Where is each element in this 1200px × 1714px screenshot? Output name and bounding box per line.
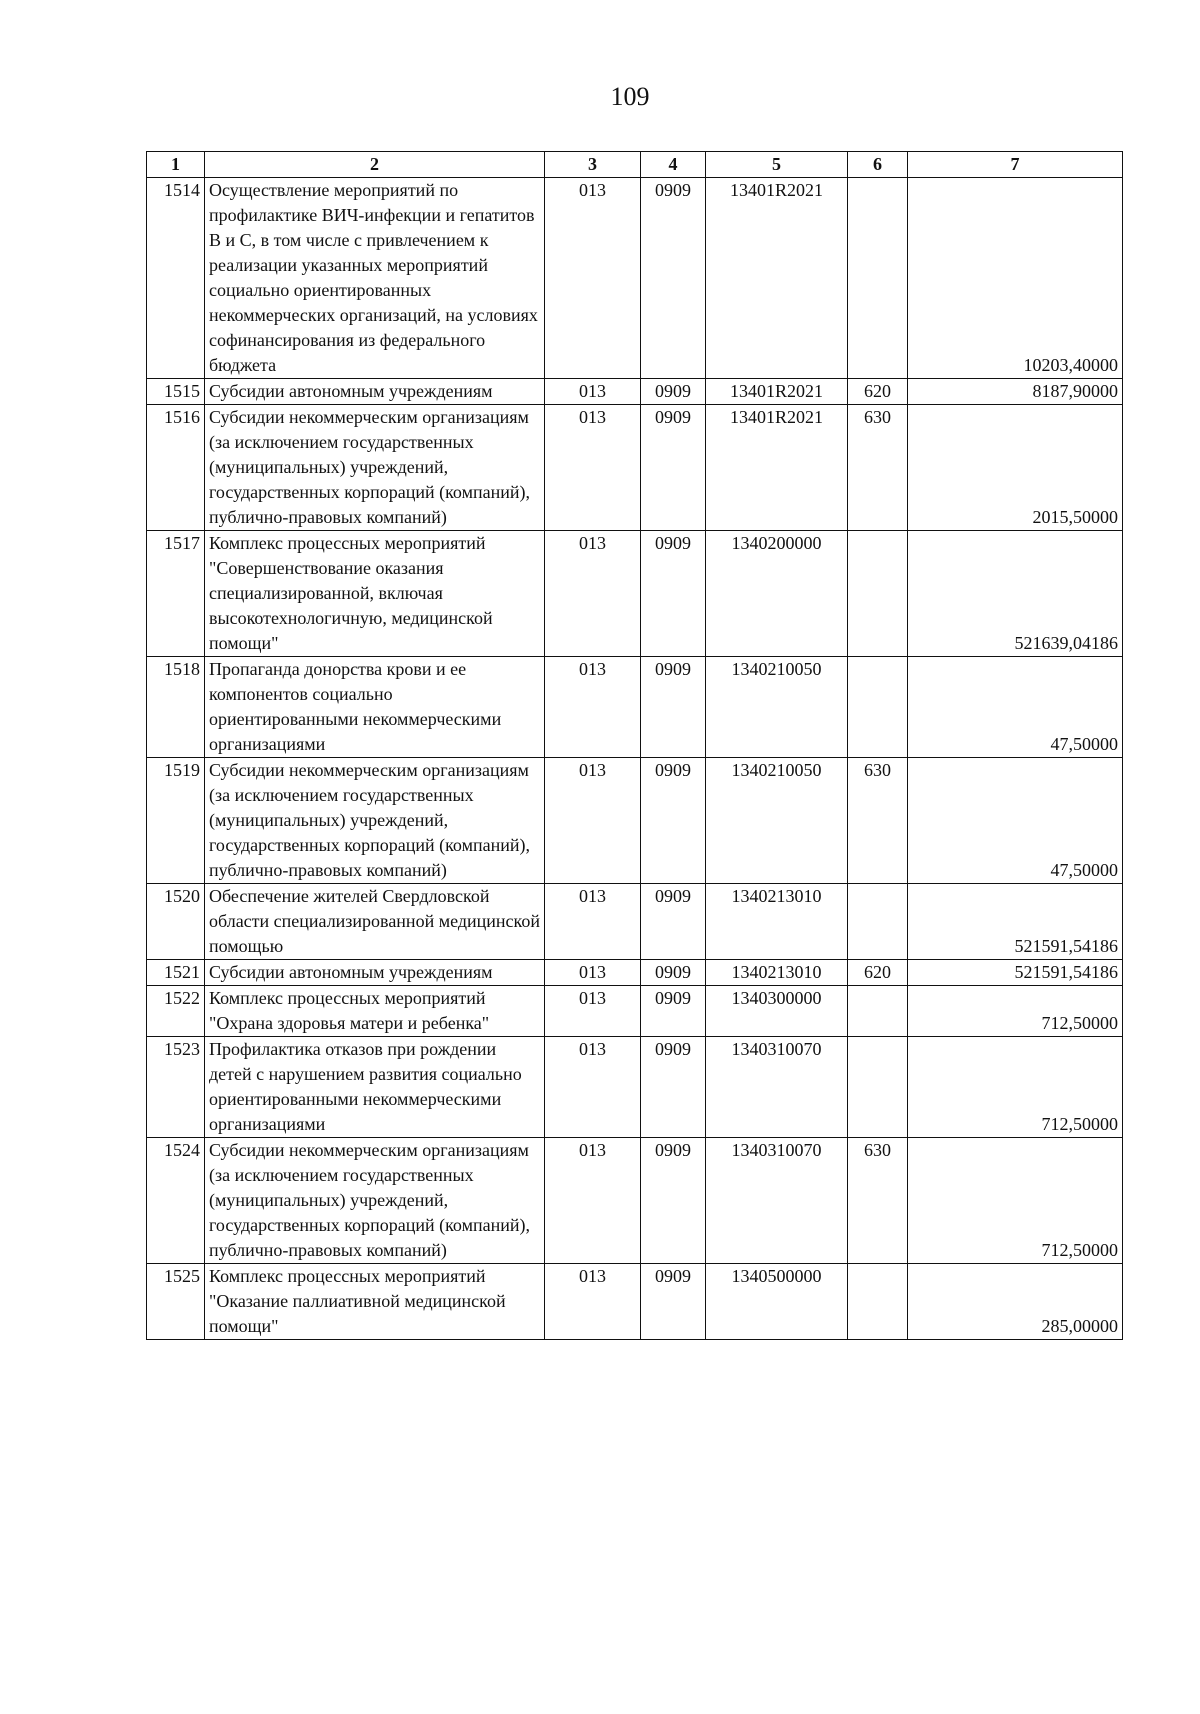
row-number: 1522 bbox=[147, 986, 205, 1037]
row-section-code: 0909 bbox=[641, 1264, 706, 1340]
row-department-code: 013 bbox=[545, 758, 641, 884]
header-col-5: 5 bbox=[706, 152, 848, 178]
row-section-code: 0909 bbox=[641, 1138, 706, 1264]
table-row bbox=[147, 884, 1123, 960]
row-department-code: 013 bbox=[545, 960, 641, 986]
row-section-code: 0909 bbox=[641, 657, 706, 758]
table-row bbox=[147, 657, 1123, 758]
table-row bbox=[147, 531, 1123, 657]
row-target-article: 1340213010 bbox=[706, 960, 848, 986]
row-name: Комплекс процессных мероприятий "Совершенствование оказания специализированной, включая высокотехнологичную, медицинской помощи" bbox=[205, 531, 545, 657]
row-target-article: 13401R2021 bbox=[706, 405, 848, 531]
row-target-article: 1340210050 bbox=[706, 758, 848, 884]
row-target-article: 13401R2021 bbox=[706, 379, 848, 405]
table-header-row bbox=[147, 152, 1123, 178]
row-name: Обеспечение жителей Свердловской области специализированной медицинской помощью bbox=[205, 884, 545, 960]
page-number: 109 bbox=[610, 82, 650, 111]
budget-table bbox=[146, 151, 1123, 1340]
row-name: Субсидии некоммерческим организациям (за исключением государственных (муниципальных) учреждений, государственных корпораций (компаний), публично-правовых компаний) bbox=[205, 1138, 545, 1264]
row-expense-type bbox=[848, 178, 908, 379]
row-amount: 712,50000 bbox=[908, 1138, 1123, 1264]
row-name: Пропаганда донорства крови и ее компонентов социально ориентированными некоммерческими организациями bbox=[205, 657, 545, 758]
row-expense-type bbox=[848, 986, 908, 1037]
header-col-1: 1 bbox=[147, 152, 205, 178]
header-col-6: 6 bbox=[848, 152, 908, 178]
row-number: 1517 bbox=[147, 531, 205, 657]
row-department-code: 013 bbox=[545, 178, 641, 379]
row-section-code: 0909 bbox=[641, 1037, 706, 1138]
table-row bbox=[147, 178, 1123, 379]
row-name: Комплекс процессных мероприятий "Охрана здоровья матери и ребенка" bbox=[205, 986, 545, 1037]
row-department-code: 013 bbox=[545, 531, 641, 657]
header-col-3: 3 bbox=[545, 152, 641, 178]
row-target-article: 1340200000 bbox=[706, 531, 848, 657]
row-expense-type: 630 bbox=[848, 758, 908, 884]
row-number: 1515 bbox=[147, 379, 205, 405]
row-amount: 285,00000 bbox=[908, 1264, 1123, 1340]
header-col-7: 7 bbox=[908, 152, 1123, 178]
row-section-code: 0909 bbox=[641, 178, 706, 379]
row-department-code: 013 bbox=[545, 884, 641, 960]
row-number: 1524 bbox=[147, 1138, 205, 1264]
header-col-2: 2 bbox=[205, 152, 545, 178]
row-name: Осуществление мероприятий по профилактике ВИЧ-инфекции и гепатитов B и C, в том числе с привлечением к реализации указанных мероприятий социально ориентированных некоммерческих организаций, на условиях софинансирования из федерального бюджета bbox=[205, 178, 545, 379]
row-amount: 47,50000 bbox=[908, 758, 1123, 884]
row-section-code: 0909 bbox=[641, 884, 706, 960]
row-department-code: 013 bbox=[545, 657, 641, 758]
row-expense-type bbox=[848, 657, 908, 758]
row-expense-type bbox=[848, 531, 908, 657]
table-row bbox=[147, 1138, 1123, 1264]
row-amount: 10203,40000 bbox=[908, 178, 1123, 379]
row-department-code: 013 bbox=[545, 1037, 641, 1138]
row-amount: 521639,04186 bbox=[908, 531, 1123, 657]
row-number: 1520 bbox=[147, 884, 205, 960]
row-number: 1523 bbox=[147, 1037, 205, 1138]
row-number: 1518 bbox=[147, 657, 205, 758]
row-target-article: 13401R2021 bbox=[706, 178, 848, 379]
row-name: Профилактика отказов при рождении детей с нарушением развития социально ориентированными некоммерческими организациями bbox=[205, 1037, 545, 1138]
row-number: 1516 bbox=[147, 405, 205, 531]
row-expense-type bbox=[848, 884, 908, 960]
row-amount: 521591,54186 bbox=[908, 884, 1123, 960]
row-amount: 2015,50000 bbox=[908, 405, 1123, 531]
row-number: 1525 bbox=[147, 1264, 205, 1340]
row-name: Комплекс процессных мероприятий "Оказание паллиативной медицинской помощи" bbox=[205, 1264, 545, 1340]
row-department-code: 013 bbox=[545, 1138, 641, 1264]
row-name: Субсидии автономным учреждениям bbox=[205, 960, 545, 986]
row-expense-type bbox=[848, 1264, 908, 1340]
row-department-code: 013 bbox=[545, 986, 641, 1037]
row-section-code: 0909 bbox=[641, 379, 706, 405]
row-number: 1514 bbox=[147, 178, 205, 379]
row-target-article: 1340213010 bbox=[706, 884, 848, 960]
row-name: Субсидии автономным учреждениям bbox=[205, 379, 545, 405]
row-section-code: 0909 bbox=[641, 405, 706, 531]
row-section-code: 0909 bbox=[641, 531, 706, 657]
row-expense-type bbox=[848, 1037, 908, 1138]
row-expense-type: 630 bbox=[848, 1138, 908, 1264]
row-name: Субсидии некоммерческим организациям (за исключением государственных (муниципальных) учреждений, государственных корпораций (компаний), публично-правовых компаний) bbox=[205, 405, 545, 531]
table-row bbox=[147, 960, 1123, 986]
row-section-code: 0909 bbox=[641, 758, 706, 884]
row-section-code: 0909 bbox=[641, 960, 706, 986]
row-department-code: 013 bbox=[545, 379, 641, 405]
row-section-code: 0909 bbox=[641, 986, 706, 1037]
row-amount: 521591,54186 bbox=[908, 960, 1123, 986]
row-amount: 712,50000 bbox=[908, 986, 1123, 1037]
row-amount: 47,50000 bbox=[908, 657, 1123, 758]
header-col-4: 4 bbox=[641, 152, 706, 178]
table-row bbox=[147, 758, 1123, 884]
row-expense-type: 620 bbox=[848, 960, 908, 986]
row-target-article: 1340500000 bbox=[706, 1264, 848, 1340]
row-target-article: 1340310070 bbox=[706, 1138, 848, 1264]
row-target-article: 1340300000 bbox=[706, 986, 848, 1037]
row-amount: 8187,90000 bbox=[908, 379, 1123, 405]
table-row bbox=[147, 986, 1123, 1037]
row-expense-type: 630 bbox=[848, 405, 908, 531]
table-row bbox=[147, 379, 1123, 405]
table-row bbox=[147, 1264, 1123, 1340]
row-number: 1521 bbox=[147, 960, 205, 986]
row-department-code: 013 bbox=[545, 405, 641, 531]
row-department-code: 013 bbox=[545, 1264, 641, 1340]
row-expense-type: 620 bbox=[848, 379, 908, 405]
row-number: 1519 bbox=[147, 758, 205, 884]
row-target-article: 1340210050 bbox=[706, 657, 848, 758]
table-row bbox=[147, 405, 1123, 531]
row-target-article: 1340310070 bbox=[706, 1037, 848, 1138]
row-amount: 712,50000 bbox=[908, 1037, 1123, 1138]
table-row bbox=[147, 1037, 1123, 1138]
row-name: Субсидии некоммерческим организациям (за исключением государственных (муниципальных) учреждений, государственных корпораций (компаний), публично-правовых компаний) bbox=[205, 758, 545, 884]
